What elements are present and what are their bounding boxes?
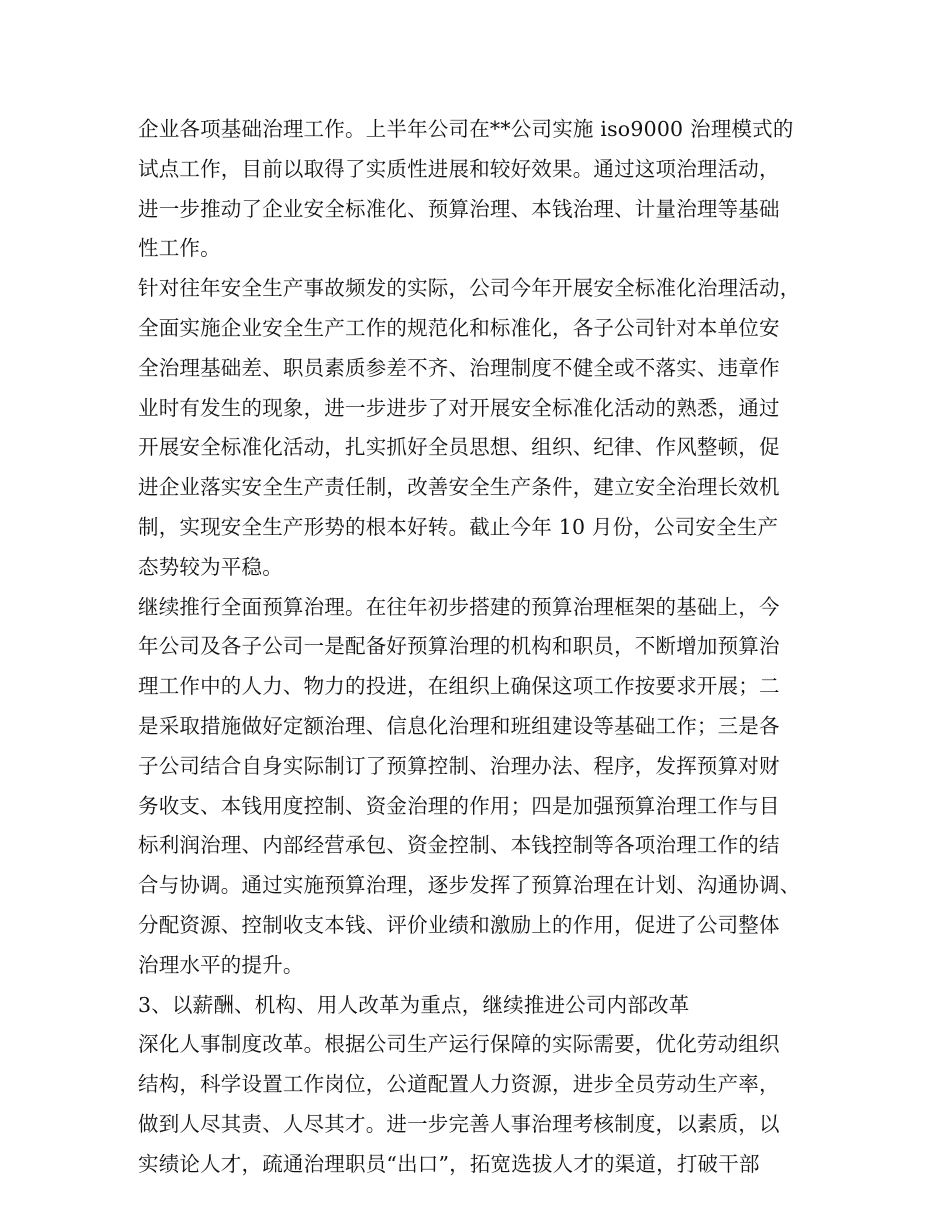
text-line: 合与协调。通过实施预算治理，逐步发挥了预算治理在计划、沟通协调、 (138, 873, 801, 898)
text-line: 继续推行全面预算治理。在往年初步搭建的预算治理框架的基础上，今 (138, 594, 780, 619)
text-line: 制，实现安全生产形势的根本好转。截止今年 10 月份，公司安全生产 (138, 514, 779, 539)
text-line: 做到人尽其责、人尽其才。进一步完善人事治理考核制度，以素质，以 (138, 1111, 780, 1136)
text-line: 全面实施企业安全生产工作的规范化和标准化，各子公司针对本单位安 (138, 315, 780, 340)
body-text (138, 110, 828, 1185)
text-line: 实绩论人才，疏通治理职员“出口”，拓宽选拔人才的渠道，打破干部 (138, 1151, 760, 1176)
section-heading: 3、以薪酬、机构、用人改革为重点，继续推进公司内部改革 (138, 992, 690, 1017)
text-line: 开展安全标准化活动，扎实抓好全员思想、组织、纪律、作风整顿，促 (138, 435, 780, 460)
text-line: 务收支、本钱用度控制、资金治理的作用；四是加强预算治理工作与目 (138, 793, 780, 818)
text-line: 治理水平的提升。 (138, 952, 304, 977)
text-line: 业时有发生的现象，进一步进步了对开展安全标准化活动的熟悉，通过 (138, 395, 780, 420)
text-line: 深化人事制度改革。根据公司生产运行保障的实际需要，优化劳动组织 (138, 1032, 780, 1057)
text-line: 结构，科学设置工作岗位，公道配置人力资源，进步全员劳动生产率， (138, 1072, 780, 1097)
text-line: 性工作。 (138, 236, 221, 261)
text-line: 针对往年安全生产事故频发的实际，公司今年开展安全标准化治理活动， (138, 276, 801, 301)
text-line: 全治理基础差、职员素质参差不齐、治理制度不健全或不落实、违章作 (138, 355, 780, 380)
text-line: 理工作中的人力、物力的投进，在组织上确保这项工作按要求开展；二 (138, 674, 780, 699)
text-line: 进一步推动了企业安全标准化、预算治理、本钱治理、计量治理等基础 (138, 196, 780, 221)
text-line: 标利润治理、内部经营承包、资金控制、本钱控制等各项治理工作的结 (138, 833, 780, 858)
text-line: 态势较为平稳。 (138, 554, 283, 579)
text-line: 子公司结合自身实际制订了预算控制、治理办法、程序，发挥预算对财 (138, 753, 780, 778)
text-line: 企业各项基础治理工作。上半年公司在**公司实施 iso9000 治理模式的 (138, 117, 794, 141)
text-line: 年公司及各子公司一是配备好预算治理的机构和职员，不断增加预算治 (138, 634, 780, 659)
text-line: 是采取措施做好定额治理、信息化治理和班组建设等基础工作；三是各 (138, 713, 780, 738)
text-line: 试点工作，目前以取得了实质性进展和较好效果。通过这项治理活动， (138, 156, 780, 181)
text-line: 分配资源、控制收支本钱、评价业绩和激励上的作用，促进了公司整体 (138, 912, 780, 937)
text-line: 进企业落实安全生产责任制，改善安全生产条件，建立安全治理长效机 (138, 475, 780, 500)
